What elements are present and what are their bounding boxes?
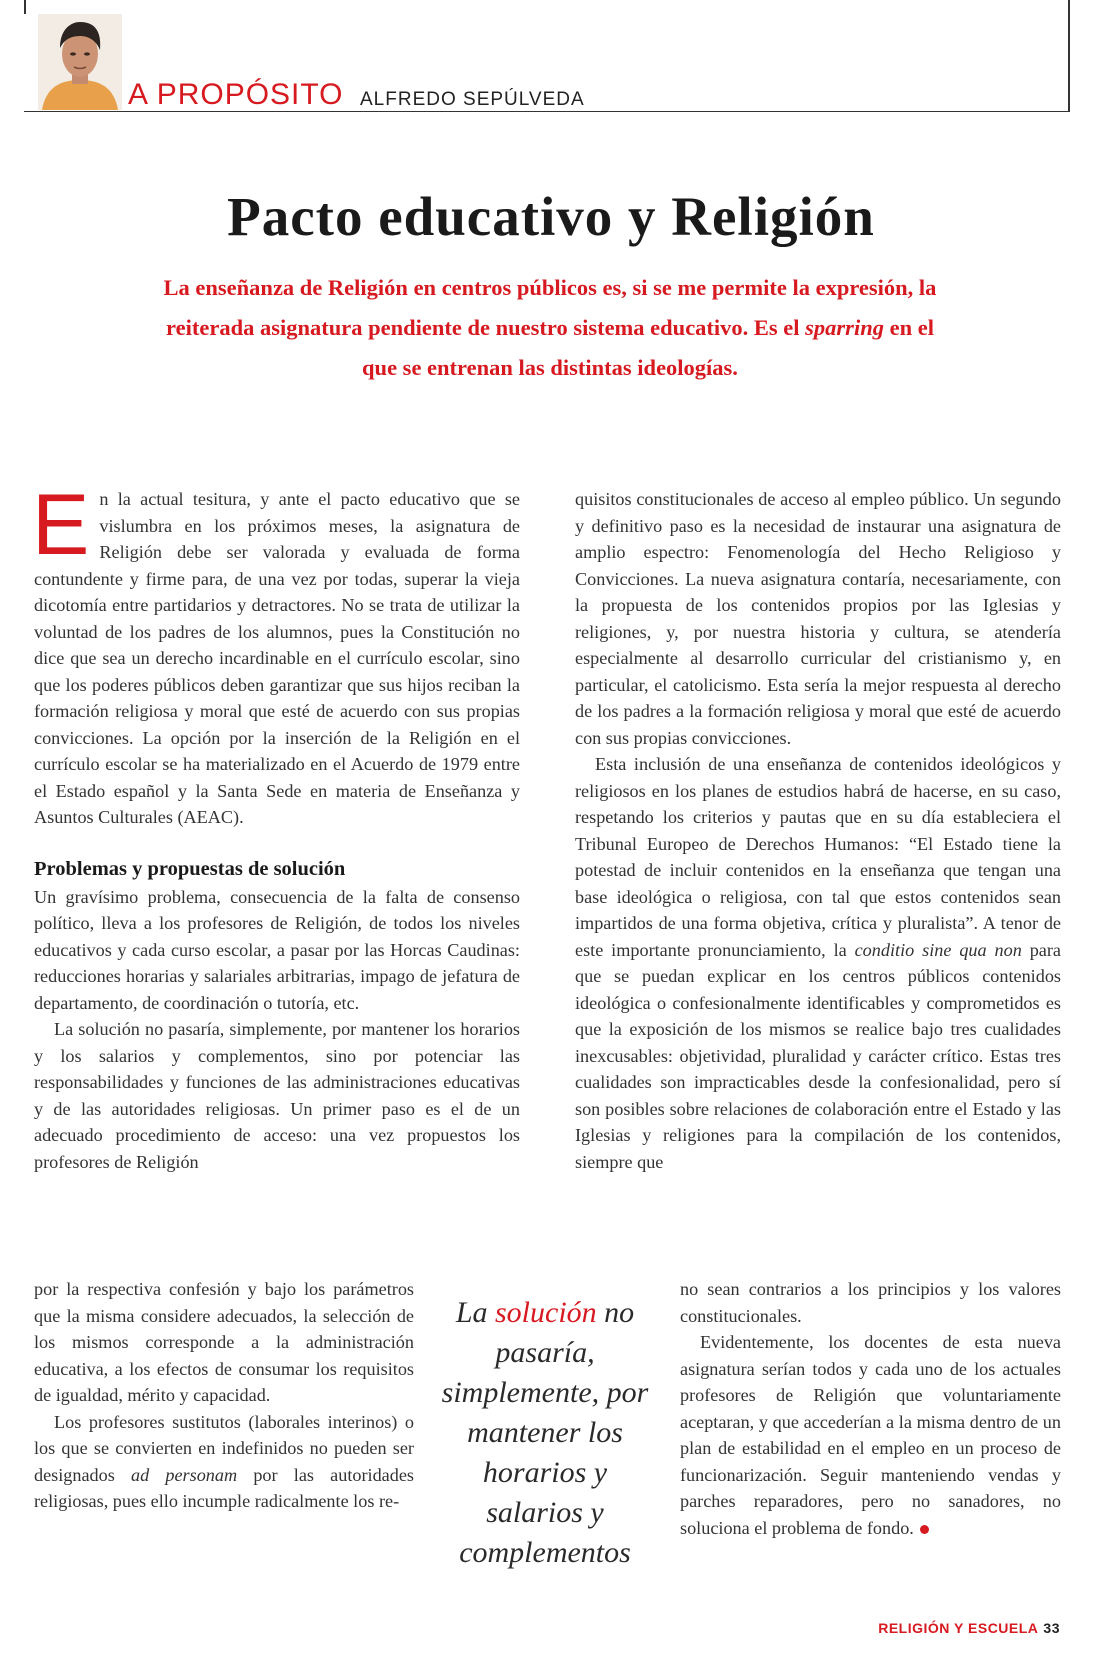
author-name: ALFREDO SEPÚLVEDA <box>360 89 585 110</box>
paragraph-6-continued: no sean contrarios a los principios y los valores constitucionales. <box>680 1279 1061 1326</box>
drop-cap: E <box>32 477 90 573</box>
paragraph-3: La solución no pasaría, simplemente, por mantener los horarios y los salarios y complementos, sino por potenciar las responsabilidades y funciones de las administraciones educativas y de las autoridades religiosas. Un primer paso es el de un adecuado procedimiento de acceso: una vez propuestos los profesores de Religión <box>34 1019 520 1172</box>
header-frame-tick <box>24 0 26 14</box>
column-right-bottom <box>680 1276 1061 1541</box>
paragraph-6 <box>575 751 1061 1175</box>
publication-name: RELIGIÓN Y ESCUELA <box>878 1620 1039 1636</box>
paragraph-4-italic: ad personam <box>131 1464 238 1485</box>
section-label: A PROPÓSITO <box>128 78 344 111</box>
column-left-bottom <box>34 1276 414 1515</box>
article-title: Pacto educativo y Religión <box>227 186 875 247</box>
paragraph-2: Un gravísimo problema, consecuencia de la falta de consenso político, lleva a los profesores de Religión, de todos los niveles educativos y cada curso escolar, a pasar por las Horcas Caudinas: reducciones horarias y salariales arbitrarias, impago de jefatura de departamento, de coordinación o tutoría, etc. <box>34 886 520 1013</box>
author-photo <box>38 14 122 110</box>
paragraph-6-text: Esta inclusión de una enseñanza de contenidos ideológicos y religiosos en los planes de estudios habrá de hacerse, en su caso, respetando los criterios y pautas que en su día estableciera el Tribunal Europeo de Derechos Humanos: “El Estado tiene la potestad de incluir contenidos en la enseñanza que tengan una base ideológica o religiosa, con tal que estos contenidos sean impartidos de una forma objetiva, crítica y pluralista”. A tenor de este importante pronunciamiento, la <box>575 754 1061 960</box>
end-mark-icon <box>920 1525 929 1534</box>
pull-quote-text-end: no pasaría, simplemente, por mantener los horarios y salarios y complementos <box>441 1296 649 1569</box>
section-subheading: Problemas y propuestas de solución <box>34 857 346 880</box>
paragraph-1: n la actual tesitura, y ante el pacto educativo que se vislumbra en los próximos meses, la asignatura de Religión debe ser valorada y evaluada de forma contundente y firme para, de una vez por todas, superar la vieja dicotomía entre partidarios y detractores. No se trata de utilizar la voluntad de los padres de los alumnos, pues la Constitución no dice que sea un derecho incardinable en el currículo escolar, sino que los poderes públicos deben garantizar que sus hijos reciban la formación religiosa y moral que esté de acuerdo con sus propias convicciones. La opción por la inserción de la Religión en el currículo escolar se ha materializado en el Acuerdo de 1979 entre el Estado español y la Santa Sede en materia de Enseñanza y Asuntos Culturales (AEAC). <box>34 489 520 827</box>
paragraph-5: quisitos constitucionales de acceso al empleo público. Un segundo y definitivo paso es la necesidad de instaurar una asignatura de amplio espectro: Fenomenología del Hecho Religioso y Convicciones. La nueva asignatura contaría, necesariamente, con la propuesta de los contenidos propios por las Iglesias y religiones, y, por nuestra historia y cultura, se atendería especialmente al desarrollo curricular del cristianismo y, en particular, el catolicismo. Esta sería la mejor respuesta al derecho de los padres a la formación religiosa y moral que esté de acuerdo con sus propias convicciones. <box>575 489 1061 748</box>
paragraph-4-text: Los profesores sustitutos (laborales interinos) o los que se convierten en indefinidos no pueden ser designados <box>34 1411 414 1485</box>
paragraph-6-text-end: para que se puedan explicar en los centros públicos contenidos ideológica o confesionalmente identificables y comprometidos es que la exposición de los mismos se realice bajo tres cualidades inexcusables: objetividad, pluralidad y carácter crítico. Estas tres cualidades son impracticables desde la confesionalidad, pero sí son posibles sobre relaciones de colaboración entre el Estado y las Iglesias y religiones para la compilación de los contenidos, siempre que <box>575 939 1061 1172</box>
lead-italic: sparring <box>805 315 884 340</box>
paragraph-4 <box>34 1409 414 1515</box>
pull-quote-text: La <box>455 1296 495 1329</box>
column-right-top <box>575 486 1061 1175</box>
article-lead <box>150 268 950 388</box>
page-footer <box>878 1620 1060 1636</box>
lead-text-end: en el que se entrenan las distintas ideologías. <box>362 315 934 380</box>
pull-quote <box>440 1293 650 1573</box>
paragraph-4-text-end: por las autoridades religiosas, pues ello incumple radicalmente los re- <box>34 1464 414 1511</box>
column-left-top <box>32 477 520 1175</box>
paragraph-3-continued: por la respectiva confesión y bajo los parámetros que la misma considere adecuados, la selección de los mismos corresponde a la administración educativa, a los efectos de consumar los requisitos de igualdad, mérito y capacidad. <box>34 1279 414 1405</box>
lead-text: La enseñanza de Religión en centros públicos es, si se me permite la expresión, la reiterada asignatura pendiente de nuestro sistema educativo. Es el <box>163 275 937 340</box>
paragraph-7-text: Evidentemente, los docentes de esta nueva asignatura serían todos y cada uno de los actuales profesores de Religión que voluntariamente aceptaran, y que accederían a la misma dentro de un plan de estabilidad en el empleo en un proceso de funcionarización. Seguir manteniendo vendas y parches reparadores, pero no sanadores, no soluciona el problema de fondo. <box>680 1332 1061 1538</box>
paragraph-6-italic: conditio sine qua non <box>854 939 1022 960</box>
pull-quote-highlight: solución <box>495 1296 597 1329</box>
page-number: 33 <box>1043 1620 1060 1636</box>
paragraph-7 <box>680 1329 1061 1541</box>
